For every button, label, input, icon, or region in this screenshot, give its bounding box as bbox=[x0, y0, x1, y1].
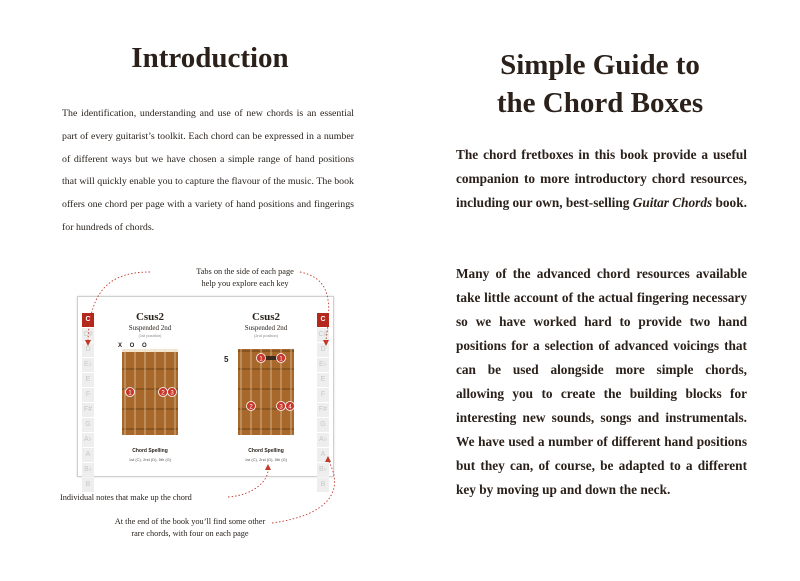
chord-type: Suspended 2nd bbox=[128, 324, 172, 332]
finger-number: 1 bbox=[128, 390, 132, 397]
annotation-end-line1: At the end of the book you’ll find some other bbox=[114, 517, 266, 526]
key-tab: A bbox=[317, 448, 329, 462]
key-tab: B♭ bbox=[317, 463, 329, 477]
fretbox-right bbox=[238, 349, 294, 435]
chord-spelling: 1st (C), 2nd (D), 5th (G) bbox=[128, 457, 172, 462]
key-tab: E bbox=[82, 373, 94, 387]
finger-number: 3 bbox=[170, 390, 174, 397]
book-title: Guitar Chords bbox=[632, 195, 713, 210]
fret-number: 5 bbox=[224, 355, 229, 364]
finger-number: 2 bbox=[249, 404, 253, 411]
finger-dot bbox=[247, 402, 256, 411]
chord-position: (2nd position) bbox=[253, 333, 279, 338]
finger-number: 3 bbox=[279, 404, 283, 411]
key-tab: D bbox=[82, 343, 94, 357]
intro-paragraph: The identification, understanding and use of new chords is an essential part of every guitarist’s toolkit. Each chord can be expressed in a number of different ways but we have chosen a simple range of hand positions that will quickly enable you to capture the flavour of the music. The book offers one chord per page with a variety of hand positions and fingerings for hundreds of chords. bbox=[62, 108, 354, 233]
chord-type: Suspended 2nd bbox=[244, 324, 288, 332]
finger-dot bbox=[126, 388, 135, 397]
key-tab: F bbox=[317, 388, 329, 402]
annotation-tabs-line2: help you explore each key bbox=[201, 279, 289, 288]
key-tab: F bbox=[82, 388, 94, 402]
key-tab: B bbox=[82, 478, 94, 492]
key-tab: G bbox=[317, 418, 329, 432]
chord-spelling-label: Chord Spelling bbox=[132, 448, 168, 454]
finger-dot bbox=[257, 354, 266, 363]
finger-number: 1 bbox=[279, 356, 283, 363]
finger-dot bbox=[159, 388, 168, 397]
annotation-notes: Individual notes that make up the chord bbox=[60, 493, 192, 502]
key-tab: E bbox=[317, 373, 329, 387]
finger-dot bbox=[286, 402, 295, 411]
key-tab: B♭ bbox=[82, 463, 94, 477]
annotation-end-line2: rare chords, with four on each page bbox=[131, 529, 249, 538]
key-tab: B bbox=[317, 478, 329, 492]
page-title-introduction: Introduction bbox=[131, 42, 289, 74]
key-tab: F# bbox=[317, 403, 329, 417]
key-tab: C bbox=[82, 313, 94, 327]
finger-dot bbox=[168, 388, 177, 397]
key-tabs-right bbox=[317, 313, 329, 493]
chord-right bbox=[226, 311, 306, 339]
fretbox-left bbox=[122, 349, 178, 435]
title-line-1: Simple Guide to bbox=[500, 49, 700, 81]
finger-dot bbox=[277, 354, 286, 363]
key-tab: C# bbox=[317, 328, 329, 342]
p1-text: The chord fretboxes in this book provide a useful companion to more introductory chord resources, including our own, best-selling bbox=[456, 147, 747, 210]
key-tab: C# bbox=[82, 328, 94, 342]
annotation-tabs-line1: Tabs on the side of each page bbox=[196, 267, 294, 276]
chord-spelling-label: Chord Spelling bbox=[248, 448, 284, 454]
guide-paragraph-1 bbox=[456, 143, 747, 215]
finger-dot bbox=[277, 402, 286, 411]
chord-page-illustration bbox=[77, 296, 334, 488]
key-tab: E♭ bbox=[317, 358, 329, 372]
finger-number: 2 bbox=[161, 390, 165, 397]
guide-paragraph-2: Many of the advanced chord resources available take little account of the actual fingering necessary so we have worked hard to provide two hand positions for a selection of advanced voicings that can be used alongside more simple chords, allowing you to create the building blocks for interesting new sounds, songs and instrumentals. We have used a number of different hand positions but they can, of course, be adapted to a different key by moving up and down the neck. bbox=[456, 266, 747, 497]
chord-name: Csus2 bbox=[251, 311, 281, 323]
key-tab: D bbox=[317, 343, 329, 357]
chord-name: Csus2 bbox=[135, 311, 165, 323]
key-tab: A♭ bbox=[317, 433, 329, 447]
chord-spelling: 1st (C), 2nd (D), 5th (G) bbox=[244, 457, 288, 462]
finger-number: 1 bbox=[259, 356, 263, 363]
page-title-simple-guide bbox=[455, 46, 745, 122]
chord-position: (1st position) bbox=[138, 333, 162, 338]
key-tab: E♭ bbox=[82, 358, 94, 372]
p1-end: book. bbox=[712, 195, 747, 210]
key-tab: C bbox=[317, 313, 329, 327]
key-tab: G bbox=[82, 418, 94, 432]
key-tabs-left bbox=[82, 313, 94, 493]
finger-number: 4 bbox=[288, 404, 292, 411]
key-tab: F# bbox=[82, 403, 94, 417]
chord-left bbox=[110, 311, 190, 339]
title-line-2: the Chord Boxes bbox=[496, 87, 704, 119]
open-muted-strings: X O O bbox=[118, 343, 150, 349]
key-tab: A bbox=[82, 448, 94, 462]
key-tab: A♭ bbox=[82, 433, 94, 447]
